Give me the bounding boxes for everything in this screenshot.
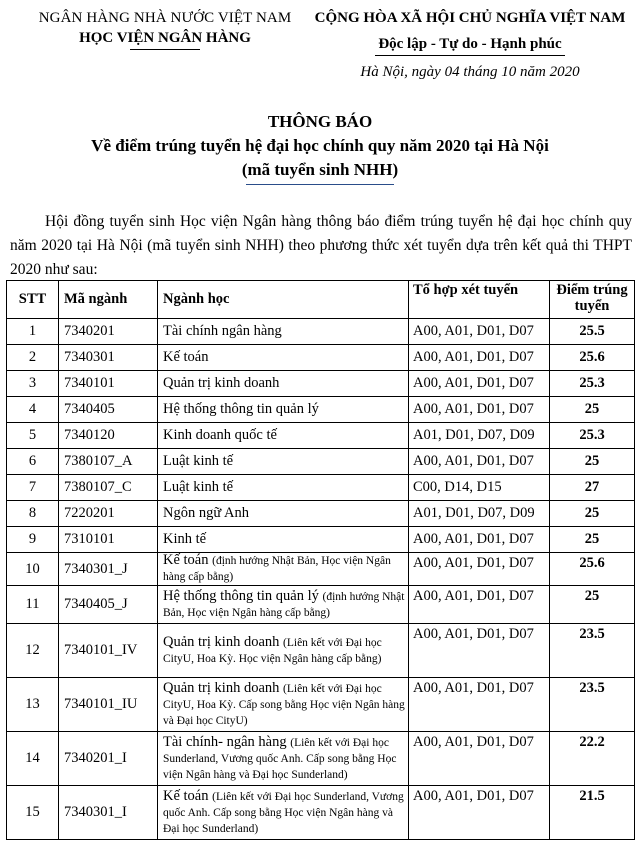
cell-subject-combination: A00, A01, D01, D07 [409, 527, 550, 553]
major-name: Kế toán [163, 552, 209, 568]
cell-major-code: 7340301 [59, 345, 158, 371]
cell-major-code: 7340201 [59, 319, 158, 345]
cell-stt: 2 [7, 345, 59, 371]
cell-stt: 13 [7, 678, 59, 732]
cell-major-name [158, 786, 409, 840]
cell-cutoff-score: 23.5 [550, 678, 635, 732]
cell-subject-combination: A00, A01, D01, D07 [409, 678, 550, 732]
intro-paragraph: Hội đồng tuyển sinh Học viện Ngân hàng thông báo điểm trúng tuyển hệ đại học chính quy năm 2020 tại Hà Nội (mã tuyển sinh NHH) theo phương thức xét tuyển dựa trên kết quả thi THPT 2020 như sau: [10, 213, 632, 278]
major-name: Kế toán [163, 787, 209, 804]
cell-cutoff-score: 25.3 [550, 371, 635, 397]
cell-subject-combination: A00, A01, D01, D07 [409, 345, 550, 371]
header-major-name: Ngành học [158, 281, 409, 319]
cell-cutoff-score: 25 [550, 586, 635, 624]
table-row [7, 732, 635, 786]
table-row [7, 678, 635, 732]
cell-major-code: 7340201_I [59, 732, 158, 786]
major-name: Quản trị kinh doanh [163, 633, 280, 650]
header-stt: STT [7, 281, 59, 319]
major-name: Ngôn ngữ Anh [163, 505, 250, 521]
cell-major-name [158, 397, 409, 423]
cell-cutoff-score: 25 [550, 527, 635, 553]
major-name: Quản trị kinh doanh [163, 375, 280, 391]
major-name: Tài chính ngân hàng [163, 323, 282, 339]
major-name: Kinh tế [163, 531, 207, 547]
nation-name: CỘNG HÒA XÃ HỘI CHỦ NGHĨA VIỆT NAM [314, 10, 626, 26]
cell-major-code: 7340101_IV [59, 624, 158, 678]
national-motto: Độc lập - Tự do - Hạnh phúc [378, 36, 562, 52]
cell-major-code: 7340101_IU [59, 678, 158, 732]
cell-stt: 9 [7, 527, 59, 553]
cell-stt: 14 [7, 732, 59, 786]
major-note: (định hướng Nhật Bản, Học viện Ngân hàng cấp bằng) [163, 555, 391, 583]
cell-cutoff-score: 25 [550, 501, 635, 527]
cell-stt: 4 [7, 397, 59, 423]
cell-subject-combination: A01, D01, D07, D09 [409, 501, 550, 527]
table-row [7, 624, 635, 678]
cell-major-code: 7340120 [59, 423, 158, 449]
table-header-row [7, 281, 635, 319]
major-name: Luật kinh tế [163, 479, 234, 495]
cell-subject-combination: A00, A01, D01, D07 [409, 624, 550, 678]
table-row [7, 423, 635, 449]
cell-major-code: 7340301_J [59, 553, 158, 586]
cell-major-name [158, 423, 409, 449]
cell-cutoff-score: 25.3 [550, 423, 635, 449]
table-row [7, 786, 635, 840]
cell-major-name [158, 475, 409, 501]
cell-subject-combination: A00, A01, D01, D07 [409, 553, 550, 586]
table-row [7, 449, 635, 475]
cell-subject-combination: A00, A01, D01, D07 [409, 732, 550, 786]
cell-major-code: 7340101 [59, 371, 158, 397]
header-major-code: Mã ngành [59, 281, 158, 319]
cell-stt: 8 [7, 501, 59, 527]
cell-cutoff-score: 22.2 [550, 732, 635, 786]
cell-major-code: 7310101 [59, 527, 158, 553]
cell-cutoff-score: 25.5 [550, 319, 635, 345]
table-row [7, 397, 635, 423]
issuer-block [0, 8, 330, 50]
cell-stt: 1 [7, 319, 59, 345]
admission-score-table [6, 280, 635, 840]
major-note: (Liên kết với Đại học CityU, Hoa Kỳ. Cấp song bằng Học viện Ngân hàng và Đại học CityU) [163, 682, 405, 727]
cell-cutoff-score: 21.5 [550, 786, 635, 840]
cell-major-name [158, 319, 409, 345]
cell-major-name [158, 371, 409, 397]
table-row [7, 371, 635, 397]
cell-cutoff-score: 23.5 [550, 624, 635, 678]
cell-major-name [158, 553, 409, 586]
cell-cutoff-score: 25 [550, 397, 635, 423]
cell-major-code: 7340405_J [59, 586, 158, 624]
cell-stt: 15 [7, 786, 59, 840]
cell-major-name [158, 527, 409, 553]
cell-stt: 12 [7, 624, 59, 678]
cell-subject-combination: A00, A01, D01, D07 [409, 397, 550, 423]
cell-stt: 3 [7, 371, 59, 397]
organization-underline [130, 49, 200, 50]
cell-subject-combination: C00, D14, D15 [409, 475, 550, 501]
admission-code: (mã tuyển sinh NHH) [241, 160, 399, 179]
cell-stt: 11 [7, 586, 59, 624]
cell-stt: 6 [7, 449, 59, 475]
table-row [7, 345, 635, 371]
cell-cutoff-score: 25 [550, 449, 635, 475]
parent-organization: NGÂN HÀNG NHÀ NƯỚC VIỆT NAM [38, 10, 292, 26]
cell-major-code: 7380107_A [59, 449, 158, 475]
title-underline [246, 184, 394, 185]
table-row [7, 475, 635, 501]
document-date: Hà Nội, ngày 04 tháng 10 năm 2020 [360, 64, 580, 80]
nation-block [300, 8, 640, 82]
cell-major-name [158, 586, 409, 624]
cell-subject-combination: A00, A01, D01, D07 [409, 449, 550, 475]
cell-subject-combination: A01, D01, D07, D09 [409, 423, 550, 449]
cell-stt: 5 [7, 423, 59, 449]
cell-major-code: 7220201 [59, 501, 158, 527]
cell-stt: 10 [7, 553, 59, 586]
major-note: (Liên kết với Đại học Sunderland, Vương quốc Anh. Cấp song bằng Học viện Ngân hàng và Đại học Sunderland) [163, 790, 404, 835]
document-subject: Về điểm trúng tuyển hệ đại học chính quy năm 2020 tại Hà Nội [91, 136, 549, 155]
major-name: Kế toán [163, 349, 209, 365]
cell-cutoff-score: 25.6 [550, 345, 635, 371]
cell-major-name [158, 624, 409, 678]
major-name: Luật kinh tế [163, 453, 234, 469]
cell-major-name [158, 678, 409, 732]
cell-major-name [158, 449, 409, 475]
cell-subject-combination: A00, A01, D01, D07 [409, 786, 550, 840]
title-block [0, 110, 640, 185]
major-name: Hệ thống thông tin quản lý [163, 587, 319, 604]
major-note: (định hướng Nhật Bản, Học viện Ngân hàng cấp bằng) [163, 590, 405, 619]
major-name: Hệ thống thông tin quản lý [163, 401, 319, 417]
table-row [7, 527, 635, 553]
table-row [7, 586, 635, 624]
cell-subject-combination: A00, A01, D01, D07 [409, 586, 550, 624]
cell-cutoff-score: 27 [550, 475, 635, 501]
cell-major-name [158, 345, 409, 371]
table-row [7, 501, 635, 527]
header-cutoff-score: Điểm trúng tuyển [550, 281, 635, 319]
cell-major-name [158, 732, 409, 786]
cell-stt: 7 [7, 475, 59, 501]
table-row [7, 553, 635, 586]
cell-major-code: 7340405 [59, 397, 158, 423]
cell-subject-combination: A00, A01, D01, D07 [409, 371, 550, 397]
cell-cutoff-score: 25.6 [550, 553, 635, 586]
cell-major-code: 7380107_C [59, 475, 158, 501]
major-note: (Liên kết với Đại học CityU, Hoa Kỳ. Học viện Ngân hàng cấp bằng) [163, 636, 382, 665]
cell-subject-combination: A00, A01, D01, D07 [409, 319, 550, 345]
major-name: Quản trị kinh doanh [163, 679, 280, 696]
table-row [7, 319, 635, 345]
major-name: Tài chính- ngân hàng [163, 733, 287, 750]
header-subject-combination: Tổ hợp xét tuyển [409, 281, 550, 319]
document-type: THÔNG BÁO [267, 112, 373, 131]
cell-major-name [158, 501, 409, 527]
motto-underline [375, 55, 565, 56]
major-name: Kinh doanh quốc tế [163, 427, 277, 443]
cell-major-code: 7340301_I [59, 786, 158, 840]
major-note: (Liên kết với Đại học Sunderland, Vương quốc Anh. Cấp song bằng Học viện Ngân hàng và Đại học Sunderland) [163, 736, 397, 781]
organization-name: HỌC VIỆN NGÂN HÀNG [79, 30, 251, 46]
